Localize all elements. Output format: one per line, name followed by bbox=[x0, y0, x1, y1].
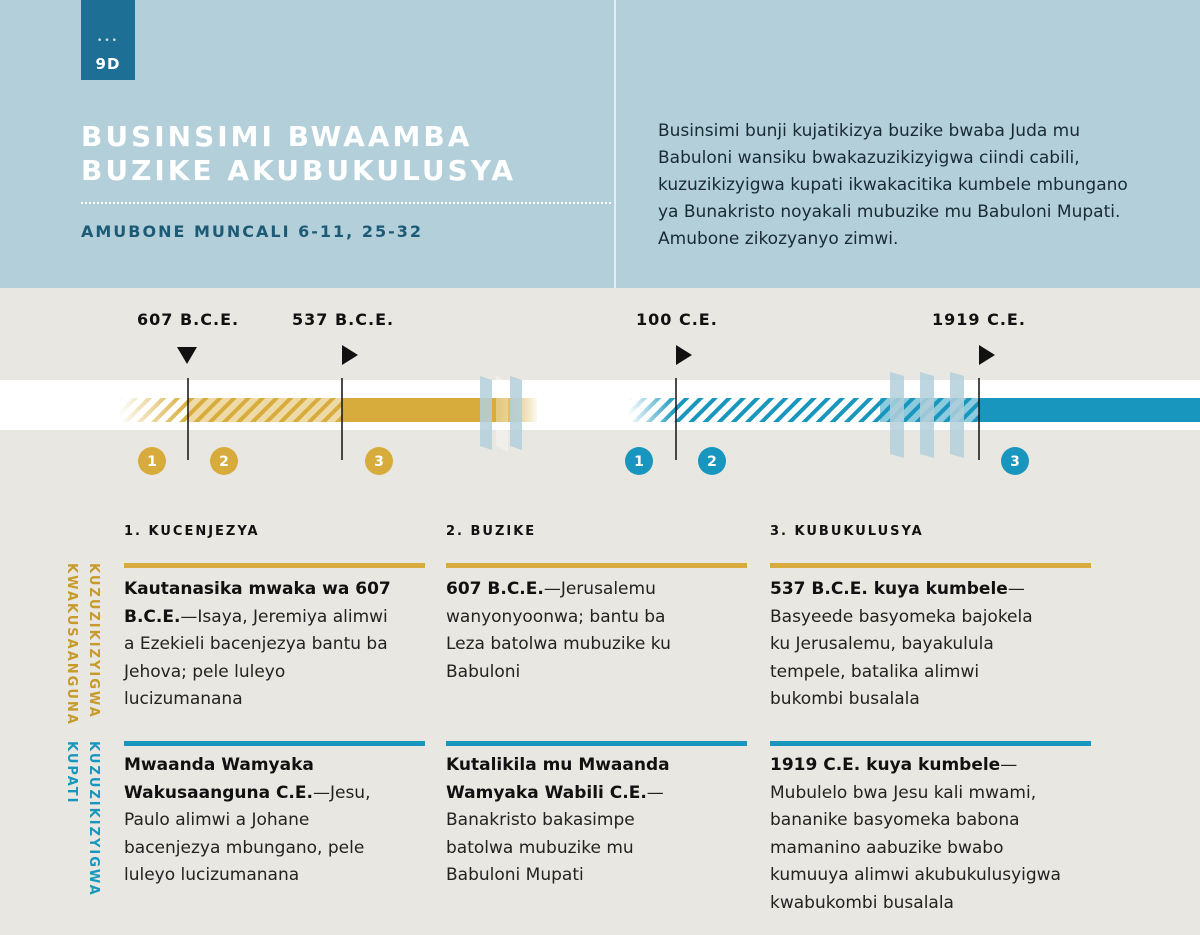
cell-major-warning-text: —Jesu, Paulo alimwi a Johane bacenjezya mbungano, pele luleyo lucizumanana bbox=[124, 782, 371, 885]
blue-break-3 bbox=[950, 372, 964, 458]
down-arrow-icon bbox=[177, 347, 197, 364]
cell-minor-captivity-heading: 607 B.C.E. bbox=[446, 579, 544, 599]
year-label-1919: 1919 C.E. bbox=[932, 310, 1026, 329]
header-panel bbox=[0, 0, 1200, 288]
cell-major-restoration bbox=[770, 752, 1070, 917]
play-arrow-icon bbox=[979, 345, 995, 365]
play-arrow-icon bbox=[342, 345, 358, 365]
row-label-minor-2: KWAKUSAANGUNA bbox=[64, 563, 79, 726]
cell-minor-captivity bbox=[446, 576, 686, 686]
page-subtitle: AMUBONE MUNCALI 6-11, 25-32 bbox=[81, 222, 423, 241]
column-header-restoration: 3. KUBUKULUSYA bbox=[770, 524, 924, 539]
blue-break-1 bbox=[890, 372, 904, 458]
gold-break-2 bbox=[510, 376, 522, 450]
cell-minor-captivity-text: —Jerusalemu wanyonyoonwa; bantu ba Leza batolwa mubuzike ku Babuloni bbox=[446, 579, 671, 682]
row-label-minor-1: KUZUZIKIZYIGWA bbox=[86, 563, 101, 719]
year-label-537: 537 B.C.E. bbox=[292, 310, 395, 329]
blue-rule-2 bbox=[446, 741, 747, 746]
cell-major-captivity bbox=[446, 752, 686, 890]
cell-major-captivity-text: —Banakristo bakasimpe batolwa mubuzike mu Babuloni Mupati bbox=[446, 782, 664, 885]
cell-major-warning bbox=[124, 752, 384, 890]
cell-minor-restoration bbox=[770, 576, 1050, 714]
cell-major-restoration-heading: 1919 C.E. kuya kumbele bbox=[770, 755, 1001, 775]
cell-minor-warning bbox=[124, 576, 394, 714]
page-title: BUSINSIMI BWAAMBA BUZIKE AKUBUKULUSYA bbox=[81, 120, 517, 187]
gold-break-1 bbox=[480, 376, 492, 450]
header-divider bbox=[614, 0, 616, 288]
marker-blue-1-label: 1 bbox=[634, 454, 644, 470]
cell-major-captivity-heading: Kutalikila mu Mwaanda Wamyaka Wabili C.E. bbox=[446, 755, 670, 803]
cell-major-restoration-text: —Mubulelo bwa Jesu kali mwami, bananike basyomeka babona mamanino aabuzike bwabo kumuuya alimwi akubukulusyigwa kwabukombi busalala bbox=[770, 755, 1061, 913]
marker-gold-3-label: 3 bbox=[374, 454, 384, 470]
row-label-major-2: KUPATI bbox=[64, 741, 79, 805]
cell-major-warning-heading: Mwaanda Wamyaka Wakusaanguna C.E. bbox=[124, 755, 314, 803]
blue-rule-1 bbox=[124, 741, 425, 746]
gold-rule-3 bbox=[770, 563, 1091, 568]
row-label-major-1: KUZUZIKIZYIGWA bbox=[86, 741, 101, 897]
timeline bbox=[0, 290, 1200, 490]
play-arrow-icon bbox=[676, 345, 692, 365]
section-badge bbox=[81, 0, 135, 80]
badge-code: 9D bbox=[95, 55, 121, 73]
blue-restoration-bar bbox=[979, 398, 1200, 422]
gold-rule-2 bbox=[446, 563, 747, 568]
timeline-graphic bbox=[0, 290, 1200, 490]
badge-dots: ••• bbox=[97, 36, 119, 46]
column-header-captivity: 2. BUZIKE bbox=[446, 524, 537, 539]
intro-text: Businsimi bunji kujatikizya buzike bwaba Juda mu Babuloni wansiku bwakazuzikizyigwa ciindi cabili, kuzuzikizyigwa kupati ikwakacitika kumbele mbungano ya Bunakristo noyakali mubuzike mu Babuloni Mupati. Amubone zikozyanyo zimwi. bbox=[658, 121, 1128, 249]
title-divider bbox=[81, 202, 611, 204]
cell-minor-warning-heading: Kautanasika mwaka wa 607 B.C.E. bbox=[124, 579, 391, 627]
marker-blue-3-label: 3 bbox=[1010, 454, 1020, 470]
marker-gold-1-label: 1 bbox=[147, 454, 157, 470]
year-label-100: 100 C.E. bbox=[636, 310, 718, 329]
cell-minor-restoration-heading: 537 B.C.E. kuya kumbele bbox=[770, 579, 1008, 599]
cell-minor-restoration-text: —Basyeede basyomeka bajokela ku Jerusalemu, bayakulula tempele, batalika alimwi bukombi busalala bbox=[770, 579, 1033, 709]
marker-gold-2-label: 2 bbox=[219, 454, 229, 470]
marker-blue-2-label: 2 bbox=[707, 454, 717, 470]
column-header-warning: 1. KUCENJEZYA bbox=[124, 524, 260, 539]
blue-break-2 bbox=[920, 372, 934, 458]
year-label-607: 607 B.C.E. bbox=[137, 310, 240, 329]
gold-rule-1 bbox=[124, 563, 425, 568]
blue-rule-3 bbox=[770, 741, 1091, 746]
cell-minor-warning-text: —Isaya, Jeremiya alimwi a Ezekieli bacenjezya bantu ba Jehova; pele luleyo lucizumanana bbox=[124, 606, 388, 709]
